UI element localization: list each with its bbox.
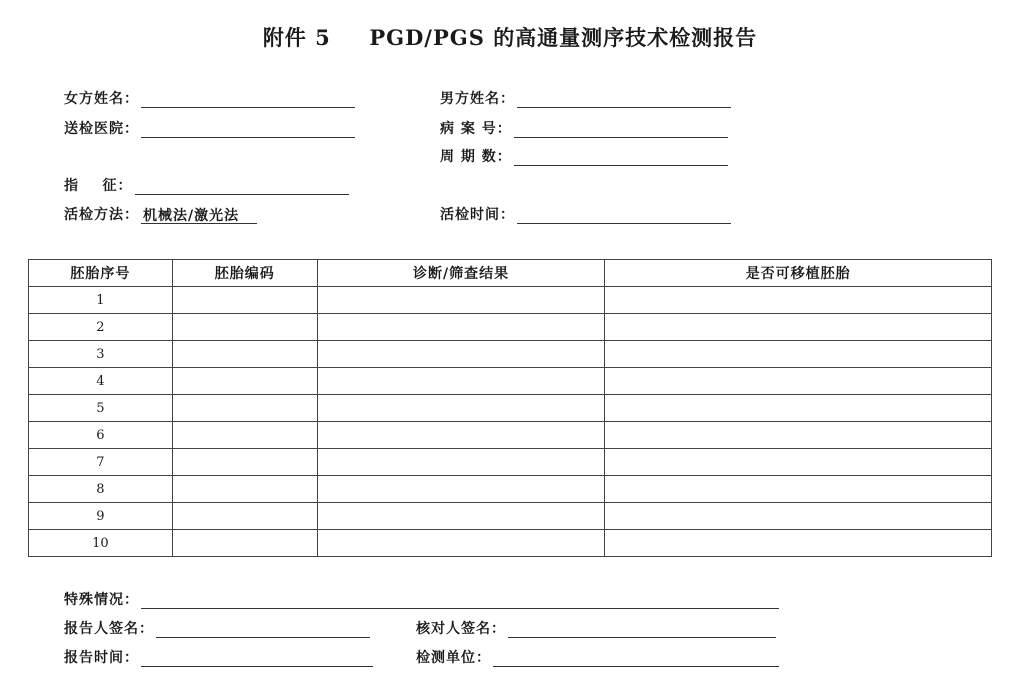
report-time-input[interactable]: [141, 648, 373, 667]
biopsy-time-field: [440, 204, 731, 224]
female-name-field: [64, 88, 355, 108]
checker-sign-field: [416, 618, 776, 638]
embryo-number-cell: 4: [29, 368, 173, 395]
table-row: [29, 287, 992, 314]
transferable-cell[interactable]: [605, 368, 992, 395]
table-body: [29, 287, 992, 557]
transferable-cell[interactable]: [605, 287, 992, 314]
table-row: [29, 530, 992, 557]
embryo-number-cell: 7: [29, 449, 173, 476]
title-number: 5: [315, 25, 331, 50]
diagnosis-result-cell[interactable]: [317, 476, 605, 503]
table-row: [29, 314, 992, 341]
result-table: [28, 259, 992, 557]
header-embryo-code: 胚胎编码: [172, 260, 317, 287]
lab-unit-label: 检测单位：: [416, 650, 491, 666]
page-title: [0, 22, 1020, 52]
hospital-field: [64, 118, 355, 138]
header-embryo-number: 胚胎序号: [29, 260, 173, 287]
lab-unit-field: [416, 647, 779, 667]
header-diagnosis-result: 诊断/筛查结果: [317, 260, 605, 287]
special-label: 特殊情况：: [64, 592, 139, 608]
diagnosis-result-cell[interactable]: [317, 395, 605, 422]
transferable-cell[interactable]: [605, 395, 992, 422]
embryo-number-cell: 3: [29, 341, 173, 368]
report-time-label: 报告时间：: [64, 650, 139, 666]
title-latin: PGD/PGS: [369, 25, 485, 50]
case-no-label: 病 案 号：: [440, 121, 512, 137]
transferable-cell[interactable]: [605, 530, 992, 557]
indication-label: 指 征：: [64, 178, 133, 194]
biopsy-method-field: [64, 204, 257, 224]
special-input[interactable]: [141, 590, 779, 609]
biopsy-method-value[interactable]: 机械法/激光法: [141, 205, 257, 224]
table-row: [29, 341, 992, 368]
embryo-number-cell: 9: [29, 503, 173, 530]
table-row: [29, 422, 992, 449]
table-row: [29, 476, 992, 503]
cycle-label: 周 期 数：: [440, 149, 512, 165]
embryo-number-cell: 6: [29, 422, 173, 449]
special-field: [64, 589, 779, 609]
reporter-sign-field: [64, 618, 370, 638]
indication-field: [64, 175, 349, 195]
embryo-number-cell: 10: [29, 530, 173, 557]
hospital-input[interactable]: [141, 119, 355, 138]
embryo-code-cell[interactable]: [172, 449, 317, 476]
biopsy-time-input[interactable]: [517, 205, 731, 224]
title-suffix: 的高通量测序技术检测报告: [493, 26, 758, 50]
checker-sign-label: 核对人签名：: [416, 621, 506, 637]
report-time-field: [64, 647, 373, 667]
table-row: [29, 395, 992, 422]
embryo-code-cell[interactable]: [172, 314, 317, 341]
cycle-field: [440, 146, 728, 166]
embryo-code-cell[interactable]: [172, 422, 317, 449]
embryo-number-cell: 5: [29, 395, 173, 422]
embryo-code-cell[interactable]: [172, 287, 317, 314]
table-header-row: [29, 260, 992, 287]
embryo-number-cell: 8: [29, 476, 173, 503]
transferable-cell[interactable]: [605, 314, 992, 341]
transferable-cell[interactable]: [605, 422, 992, 449]
case-no-field: [440, 118, 728, 138]
transferable-cell[interactable]: [605, 476, 992, 503]
case-no-input[interactable]: [514, 119, 728, 138]
diagnosis-result-cell[interactable]: [317, 314, 605, 341]
table-row: [29, 449, 992, 476]
table-row: [29, 368, 992, 395]
hospital-label: 送检医院：: [64, 121, 139, 137]
indication-input[interactable]: [135, 176, 349, 195]
diagnosis-result-cell[interactable]: [317, 503, 605, 530]
female-name-label: 女方姓名：: [64, 91, 139, 107]
lab-unit-input[interactable]: [493, 648, 779, 667]
male-name-field: [440, 88, 731, 108]
embryo-code-cell[interactable]: [172, 368, 317, 395]
embryo-code-cell[interactable]: [172, 530, 317, 557]
header-transferable: 是否可移植胚胎: [605, 260, 992, 287]
transferable-cell[interactable]: [605, 503, 992, 530]
diagnosis-result-cell[interactable]: [317, 422, 605, 449]
title-prefix: 附件: [262, 26, 307, 50]
embryo-code-cell[interactable]: [172, 395, 317, 422]
diagnosis-result-cell[interactable]: [317, 287, 605, 314]
table-row: [29, 503, 992, 530]
embryo-code-cell[interactable]: [172, 503, 317, 530]
cycle-input[interactable]: [514, 147, 728, 166]
biopsy-method-label: 活检方法：: [64, 207, 139, 223]
male-name-input[interactable]: [517, 89, 731, 108]
male-name-label: 男方姓名：: [440, 91, 515, 107]
diagnosis-result-cell[interactable]: [317, 530, 605, 557]
transferable-cell[interactable]: [605, 341, 992, 368]
reporter-sign-label: 报告人签名：: [64, 621, 154, 637]
embryo-code-cell[interactable]: [172, 476, 317, 503]
reporter-sign-input[interactable]: [156, 619, 370, 638]
embryo-number-cell: 1: [29, 287, 173, 314]
embryo-code-cell[interactable]: [172, 341, 317, 368]
embryo-number-cell: 2: [29, 314, 173, 341]
female-name-input[interactable]: [141, 89, 355, 108]
diagnosis-result-cell[interactable]: [317, 449, 605, 476]
diagnosis-result-cell[interactable]: [317, 341, 605, 368]
transferable-cell[interactable]: [605, 449, 992, 476]
biopsy-time-label: 活检时间：: [440, 207, 515, 223]
checker-sign-input[interactable]: [508, 619, 776, 638]
diagnosis-result-cell[interactable]: [317, 368, 605, 395]
